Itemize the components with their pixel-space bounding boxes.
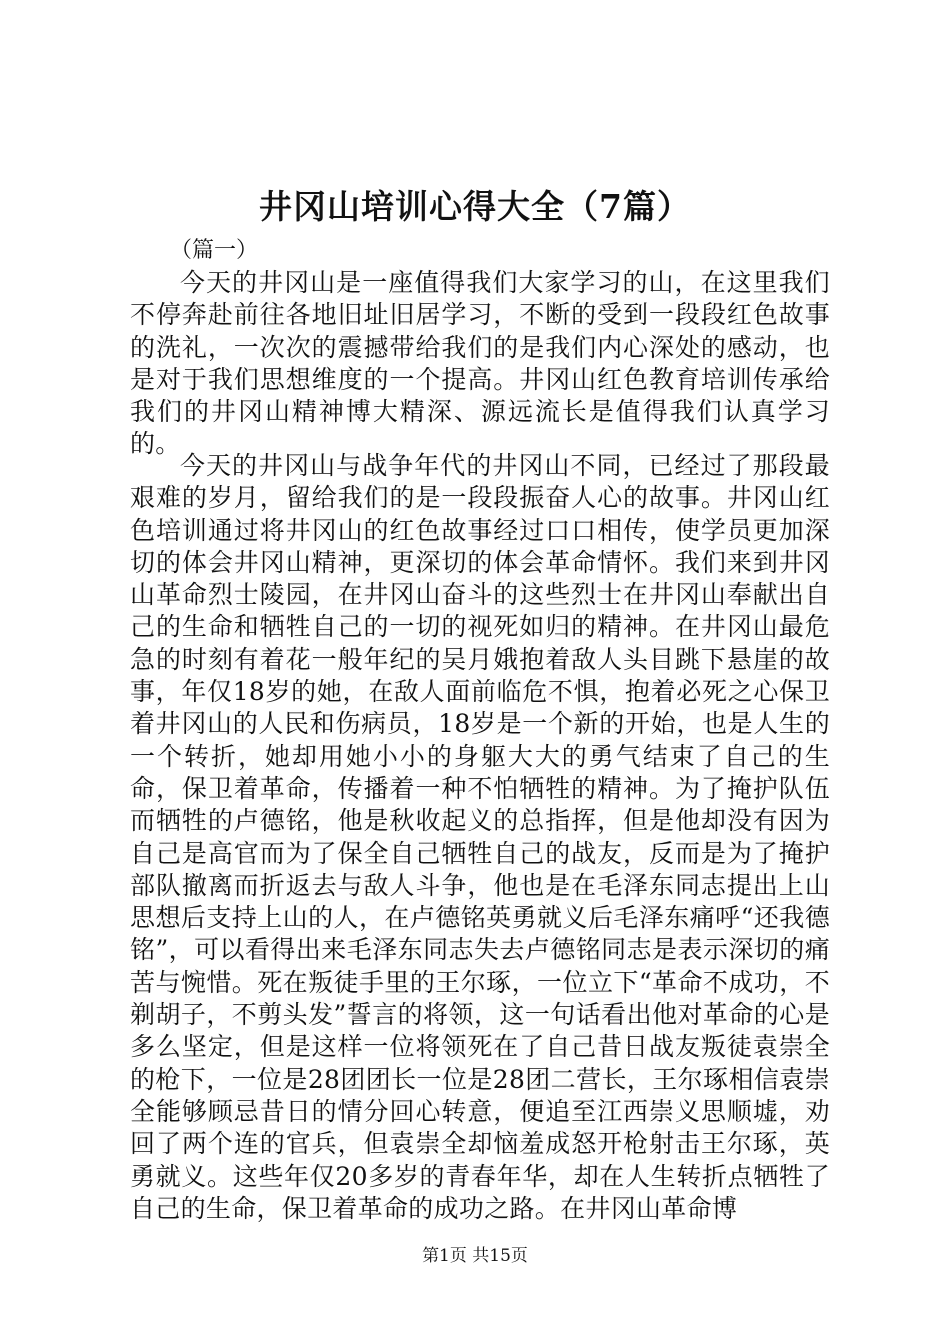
page-number-footer: 第1页 共15页 [422,1246,528,1266]
paragraph-2: 今天的井冈山与战争年代的井冈山不同，已经过了那段最艰难的岁月，留给我们的是一段段振奋人心的故事。井冈山红色培训通过将井冈山的红色故事经过口口相传，使学员更加深切的体会井冈山精神，更深切的体会革命情怀。我们来到井冈山革命烈士陵园，在井冈山奋斗的这些烈士在井冈山奉献出自己的生命和牺牲自己的一切的视死如归的精神。在井冈山最危急的时刻有着花一般年纪的吴月娥抱着敌人头目跳下悬崖的故事，年仅18岁的她，在敌人面前临危不惧，抱着必死之心保卫着井冈山的人民和伤病员，18岁是一个新的开始，也是人生的一个转折，她却用她小小的身躯大大的勇气结束了自己的生命，保卫着革命，传播着一种不怕牺牲的精神。为了掩护队伍而牺牲的卢德铭，他是秋收起义的总指挥，但是他却没有因为自己是高官而为了保全自己牺牲自己的战友，反而是为了掩护部队撤离而折返去与敌人斗争，他也是在毛泽东同志提出上山思想后支持上山的人，在卢德铭英勇就义后毛泽东痛呼“还我德铭”，可以看得出来毛泽东同志失去卢德铭同志是表示深切的痛苦与惋惜。死在叛徒手里的王尔琢，一位立下“革命不成功，不剃胡子，不剪头发”誓言的将领，这一句话看出他对革命的心是多么坚定，但是这样一位将领死在了自己昔日战友叛徒袁崇全的枪下，一位是28团团长一位是28团二营长，王尔琢相信袁崇全能够顾忌昔日的情分回心转意，便追至江西崇义思顺墟，劝回了两个连的官兵，但袁崇全却恼羞成怒开枪射击王尔琢，英勇就义。这些年仅20多岁的青春年华，却在人生转折点牺牲了自己的生命，保卫着革命的成功之路。在井冈山革命博 [130,451,830,1223]
paragraph-1: 今天的井冈山是一座值得我们大家学习的山，在这里我们不停奔赴前往各地旧址旧居学习，不断的受到一段段红色故事的洗礼，一次次的震撼带给我们的是我们内心深处的感动，也是对于我们思想维度的一个提高。井冈山红色教育培训传承给我们的井冈山精神博大精深、源远流长是值得我们认真学习的。 [130,268,830,459]
section-label: （篇一） [170,238,259,263]
document-title: 井冈山培训心得大全（7篇） [259,187,691,226]
